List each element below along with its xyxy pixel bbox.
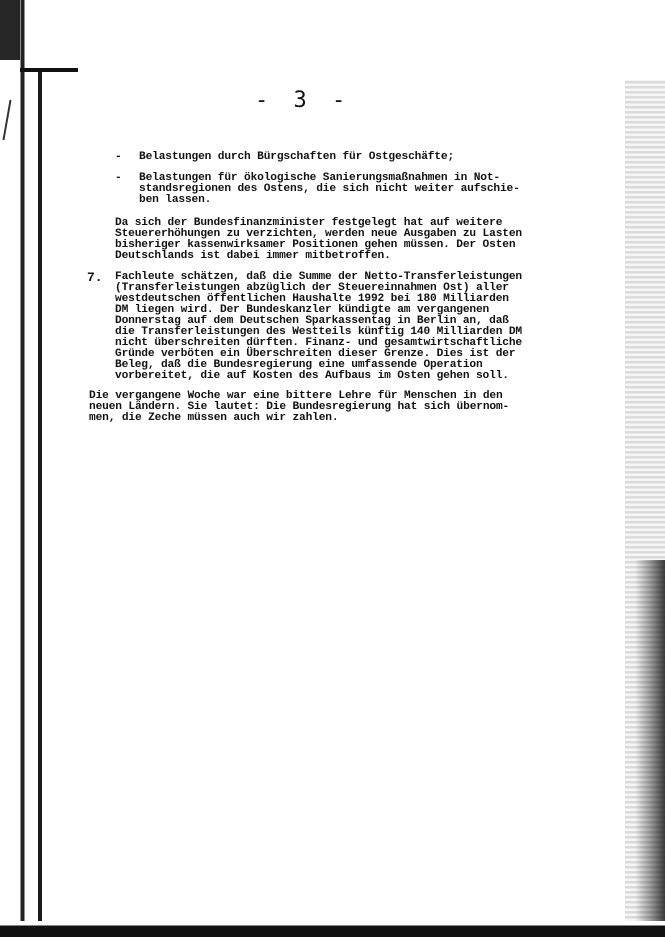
bullet-line: standsregionen des Ostens, die sich nicht weiter aufschie- bbox=[139, 183, 520, 195]
bullet-line: Belastungen durch Bürgschaften für Ostgeschäfte; bbox=[139, 151, 455, 163]
paragraph-line: DM liegen wird. Der Bundeskanzler kündigte am vergangenen bbox=[115, 304, 490, 316]
paragraph-line: nicht überschreiten dürften. Finanz- und gesamtwirtschaftliche bbox=[115, 337, 522, 349]
paragraph-line: Gründe verböten ein Überschreiten dieser Grenze. Dies ist der bbox=[115, 348, 516, 360]
paragraph-line: vorbereitet, die auf Kosten des Aufbaus im Osten gehen soll. bbox=[115, 370, 509, 382]
paragraph-marker: 7. bbox=[87, 270, 103, 285]
paragraph-line: (Transferleistungen abzüglich der Steuereinnahmen Ost) aller bbox=[115, 282, 509, 294]
paragraph-line: Deutschlands ist dabei immer mitbetroffen. bbox=[115, 250, 391, 262]
paragraph-line: men, die Zeche müssen auch wir zahlen. bbox=[89, 412, 339, 424]
paragraph-line: Die vergangene Woche war eine bittere Lehre für Menschen in den bbox=[89, 390, 503, 402]
paragraph-line: Steuererhöhungen zu verzichten, werden neue Ausgaben zu Lasten bbox=[115, 228, 522, 240]
paragraph-line: neuen Ländern. Sie lautet: Die Bundesregierung hat sich übernom- bbox=[89, 401, 510, 413]
scan-edge-left bbox=[0, 0, 28, 937]
paragraph-line: Donnerstag auf dem Deutschen Sparkassentag in Berlin an, daß bbox=[115, 315, 509, 327]
paragraph-line: die Transferleistungen des Westteils künftig 140 Milliarden DM bbox=[115, 326, 522, 338]
paragraph-line: westdeutschen öffentlichen Haushalte 1992 bei 180 Milliarden bbox=[115, 293, 509, 305]
scan-artifact-bar bbox=[20, 68, 78, 72]
scan-artifact-top bbox=[0, 0, 20, 60]
scan-shadow-right bbox=[635, 560, 665, 937]
paragraph-line: Beleg, daß die Bundesregierung eine umfassende Operation bbox=[115, 359, 483, 371]
paragraph-line: Fachleute schätzen, daß die Summe der Netto-Transferleistungen bbox=[115, 271, 522, 283]
bullet-line: Belastungen für ökologische Sanierungsmaßnahmen in Not- bbox=[139, 172, 500, 184]
bullet-dash: - bbox=[115, 151, 122, 163]
paragraph-line: bisheriger kassenwirksamer Positionen gehen müssen. Der Osten bbox=[115, 239, 516, 251]
scan-edge-bottom bbox=[0, 921, 665, 937]
bullet-dash: - bbox=[115, 172, 122, 184]
paragraph-line: Da sich der Bundesfinanzminister festgelegt hat auf weitere bbox=[115, 217, 503, 229]
scan-artifact-vertical bbox=[38, 72, 42, 937]
page-number: - 3 - bbox=[255, 88, 352, 113]
bullet-line: ben lassen. bbox=[139, 194, 212, 206]
